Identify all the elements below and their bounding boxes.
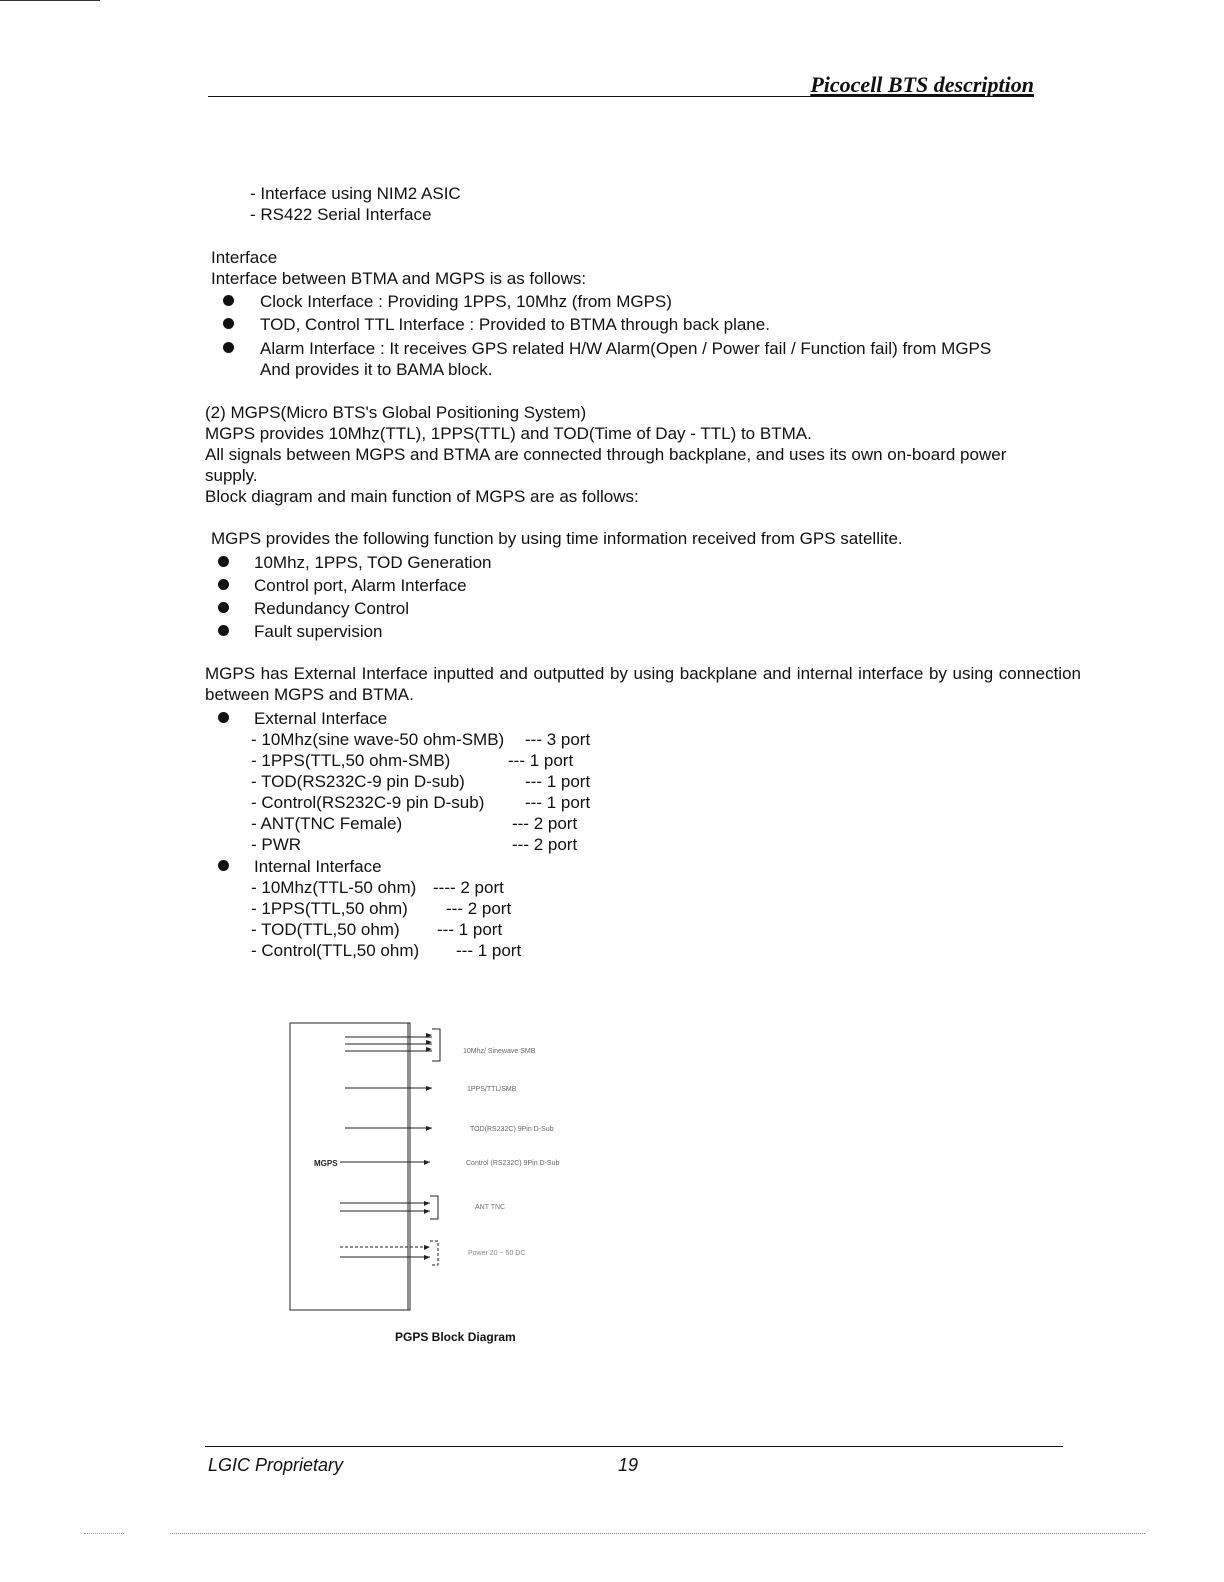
- interface-bullet-2: TOD, Control TTL Interface : Provided to BTMA through back plane.: [260, 315, 770, 334]
- interface-bullet-3-cont: And provides it to BAMA block.: [260, 360, 493, 379]
- page-number: 19: [618, 1455, 639, 1475]
- mgps-block-outline: [290, 1023, 410, 1310]
- internal-row-ports: ---- 2 port: [433, 878, 504, 897]
- mgps-line-3: supply.: [205, 466, 258, 485]
- functions-intro: MGPS provides the following function by using time information received from GPS satellite.: [211, 529, 903, 548]
- mgps-line-1: MGPS provides 10Mhz(TTL), 1PPS(TTL) and TOD(Time of Day - TTL) to BTMA.: [205, 424, 812, 443]
- external-row-ports: --- 2 port: [512, 814, 578, 833]
- function-item-4: Fault supervision: [254, 622, 383, 641]
- function-item-1: 10Mhz, 1PPS, TOD Generation: [254, 553, 492, 572]
- diagram-output-label: ANT TNC: [475, 1204, 506, 1211]
- internal-row-ports: --- 1 port: [456, 941, 522, 960]
- mgps-line-2: All signals between MGPS and BTMA are connected through backplane, and uses its own on-board power: [205, 445, 1007, 464]
- interfaces-intro: MGPS has External Interface inputted and outputted by using backplane and internal interface by using connection between MGPS and BTMA.: [205, 664, 1081, 704]
- page-header-title: Picocell BTS description: [810, 72, 1034, 97]
- external-row-ports: --- 1 port: [525, 772, 591, 791]
- bullet-icon: [218, 860, 229, 871]
- internal-row-name: - 1PPS(TTL,50 ohm): [251, 899, 408, 918]
- diagram-output-label: Control (RS232C) 9Pin D-Sub: [466, 1160, 560, 1167]
- diagram-block-label: MGPS: [314, 1159, 338, 1168]
- external-row-name: - 10Mhz(sine wave-50 ohm-SMB): [251, 730, 505, 749]
- external-row-name: - PWR: [251, 835, 302, 854]
- scan-edge-mark: [0, 0, 100, 1]
- diagram-output-label: TOD(RS232C) 9Pin D-Sub: [470, 1126, 554, 1133]
- footer-proprietary: LGIC Proprietary: [208, 1455, 344, 1475]
- internal-interface-label: Internal Interface: [254, 857, 382, 876]
- mgps-line-4: Block diagram and main function of MGPS are as follows:: [205, 487, 639, 506]
- external-row-name: - Control(RS232C-9 pin D-sub): [251, 793, 485, 812]
- external-row-ports: --- 3 port: [525, 730, 591, 749]
- mgps-block-diagram: [280, 1015, 620, 1315]
- top-item-2: - RS422 Serial Interface: [250, 205, 432, 224]
- interface-intro: Interface between BTMA and MGPS is as follows:: [211, 269, 587, 288]
- bullet-icon: [218, 602, 229, 613]
- interface-heading: Interface: [211, 248, 278, 267]
- interface-bullet-3: Alarm Interface : It receives GPS related H/W Alarm(Open / Power fail / Function fail) from MGPS: [260, 339, 992, 358]
- function-item-3: Redundancy Control: [254, 599, 409, 618]
- internal-row-name: - TOD(TTL,50 ohm): [251, 920, 400, 939]
- bullet-icon: [218, 625, 229, 636]
- top-item-1: - Interface using NIM2 ASIC: [250, 184, 461, 203]
- bullet-icon: [223, 342, 234, 353]
- external-row-ports: --- 2 port: [512, 835, 578, 854]
- bullet-icon: [218, 579, 229, 590]
- scan-artifact-line: [170, 1533, 1145, 1534]
- internal-row-ports: --- 1 port: [437, 920, 503, 939]
- bullet-icon: [218, 712, 229, 723]
- interface-bullet-1: Clock Interface : Providing 1PPS, 10Mhz (from MGPS): [260, 292, 672, 311]
- scan-artifact-line: [84, 1533, 124, 1534]
- mgps-heading: (2) MGPS(Micro BTS's Global Positioning System): [205, 403, 587, 422]
- bullet-icon: [218, 556, 229, 567]
- internal-row-name: - 10Mhz(TTL-50 ohm): [251, 878, 417, 897]
- external-row-ports: --- 1 port: [525, 793, 591, 812]
- external-row-ports: --- 1 port: [508, 751, 574, 770]
- diagram-caption: PGPS Block Diagram: [395, 1330, 516, 1344]
- diagram-output-label: 10Mhz/ Sinewave SMB: [463, 1048, 536, 1055]
- footer-rule: [205, 1446, 1063, 1447]
- external-interface-label: External Interface: [254, 709, 388, 728]
- external-row-name: - 1PPS(TTL,50 ohm-SMB): [251, 751, 451, 770]
- function-item-2: Control port, Alarm Interface: [254, 576, 467, 595]
- header-rule: [208, 96, 1034, 97]
- internal-row-name: - Control(TTL,50 ohm): [251, 941, 420, 960]
- external-row-name: - TOD(RS232C-9 pin D-sub): [251, 772, 465, 791]
- diagram-output-label: 1PPS/TTL/SMB: [467, 1086, 517, 1093]
- internal-row-ports: --- 2 port: [446, 899, 512, 918]
- bullet-icon: [223, 295, 234, 306]
- bullet-icon: [223, 318, 234, 329]
- external-row-name: - ANT(TNC Female): [251, 814, 403, 833]
- diagram-output-label: Power 20 ~ 50 DC: [468, 1250, 526, 1257]
